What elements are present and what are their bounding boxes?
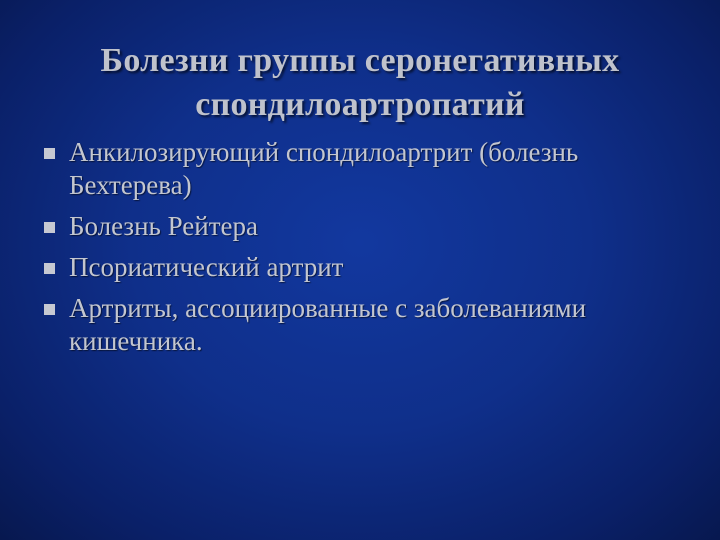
bullet-text: Псориатический артрит <box>69 252 344 282</box>
bullet-item <box>44 136 684 202</box>
square-bullet-icon <box>44 263 55 274</box>
square-bullet-icon <box>44 304 55 315</box>
bullet-text: Болезнь Рейтера <box>69 211 258 241</box>
square-bullet-icon <box>44 148 55 159</box>
slide-title-line-1: Болезни группы серонегативных <box>100 41 620 79</box>
slide-title <box>40 39 680 127</box>
bullet-item <box>44 251 684 284</box>
bullet-text: Артриты, ассоциированные с заболеваниями кишечника. <box>69 293 587 356</box>
bullet-item <box>44 292 684 358</box>
slide-title-line-2: спондилоартропатий <box>195 85 525 123</box>
bullet-text: Анкилозирующий спондилоартрит (болезнь Бехтерева) <box>69 137 579 200</box>
bullet-item <box>44 210 684 243</box>
bullet-list <box>44 136 684 366</box>
square-bullet-icon <box>44 222 55 233</box>
